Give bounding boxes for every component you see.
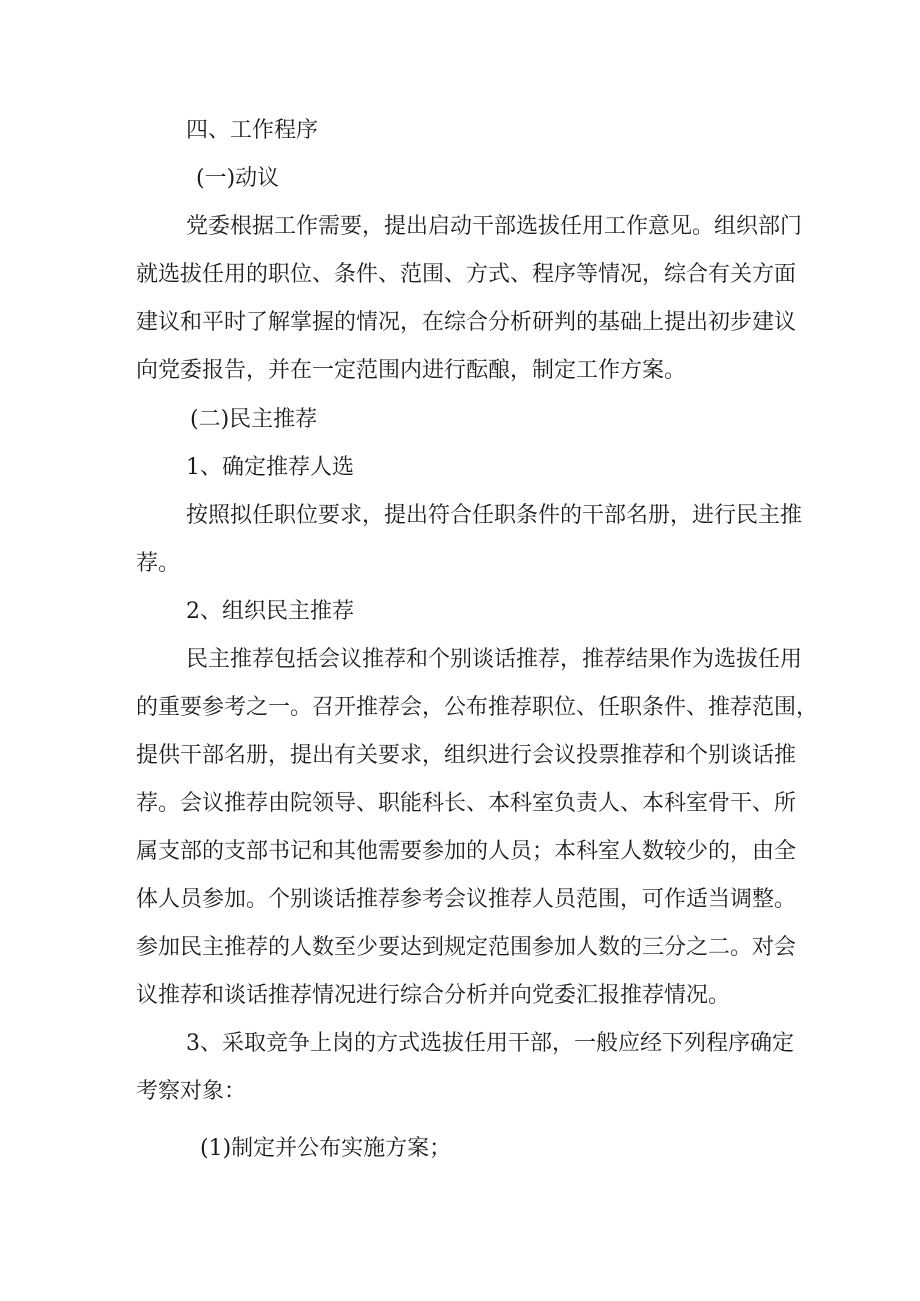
paragraph-line: 属支部的支部书记和其他需要参加的人员；本科室人数较少的，由全 [136,839,797,864]
paragraph-line: 向党委报告，并在一定范围内进行酝酿，制定工作方案。 [136,358,687,383]
paragraph-line: 考察对象： [136,1079,247,1104]
item-heading: 2、组织民主推荐 [186,599,354,624]
paragraph-line: 荐。 [136,551,181,576]
paragraph-line: 提供干部名册，提出有关要求，组织进行会议投票推荐和个别谈话推 [136,743,797,768]
paragraph-line: 荐。会议推荐由院领导、职能科长、本科室负责人、本科室骨干、所 [136,791,797,816]
subsection-heading: (一)动议 [196,166,280,191]
paragraph-line: 参加民主推荐的人数至少要达到规定范围参加人数的三分之二。对会 [136,935,797,960]
paragraph-line: 按照拟任职位要求，提出符合任职条件的干部名册，进行民主推 [186,503,803,528]
section-heading: 四、工作程序 [186,118,319,143]
item-heading: 1、确定推荐人选 [186,455,354,480]
paragraph-line: 建议和平时了解掌握的情况，在综合分析研判的基础上提出初步建议 [136,310,797,335]
paragraph-line: 的重要参考之一。召开推荐会，公布推荐职位、任职条件、推荐范围， [136,695,819,720]
paragraph-line: 3、采取竞争上岗的方式选拔任用干部，一般应经下列程序确定 [186,1031,794,1056]
paragraph-line: 议推荐和谈话推荐情况进行综合分析并向党委汇报推荐情况。 [136,983,731,1008]
list-item: (1)制定并公布实施方案； [200,1136,452,1161]
paragraph-line: 体人员参加。个别谈话推荐参考会议推荐人员范围，可作适当调整。 [136,887,797,912]
paragraph-line: 就选拔任用的职位、条件、范围、方式、程序等情况，综合有关方面 [136,262,797,287]
paragraph-line: 党委根据工作需要，提出启动干部选拔任用工作意见。组织部门 [186,214,803,239]
paragraph-line: 民主推荐包括会议推荐和个别谈话推荐，推荐结果作为选拔任用 [186,647,803,672]
subsection-heading: (二)民主推荐 [190,407,318,432]
